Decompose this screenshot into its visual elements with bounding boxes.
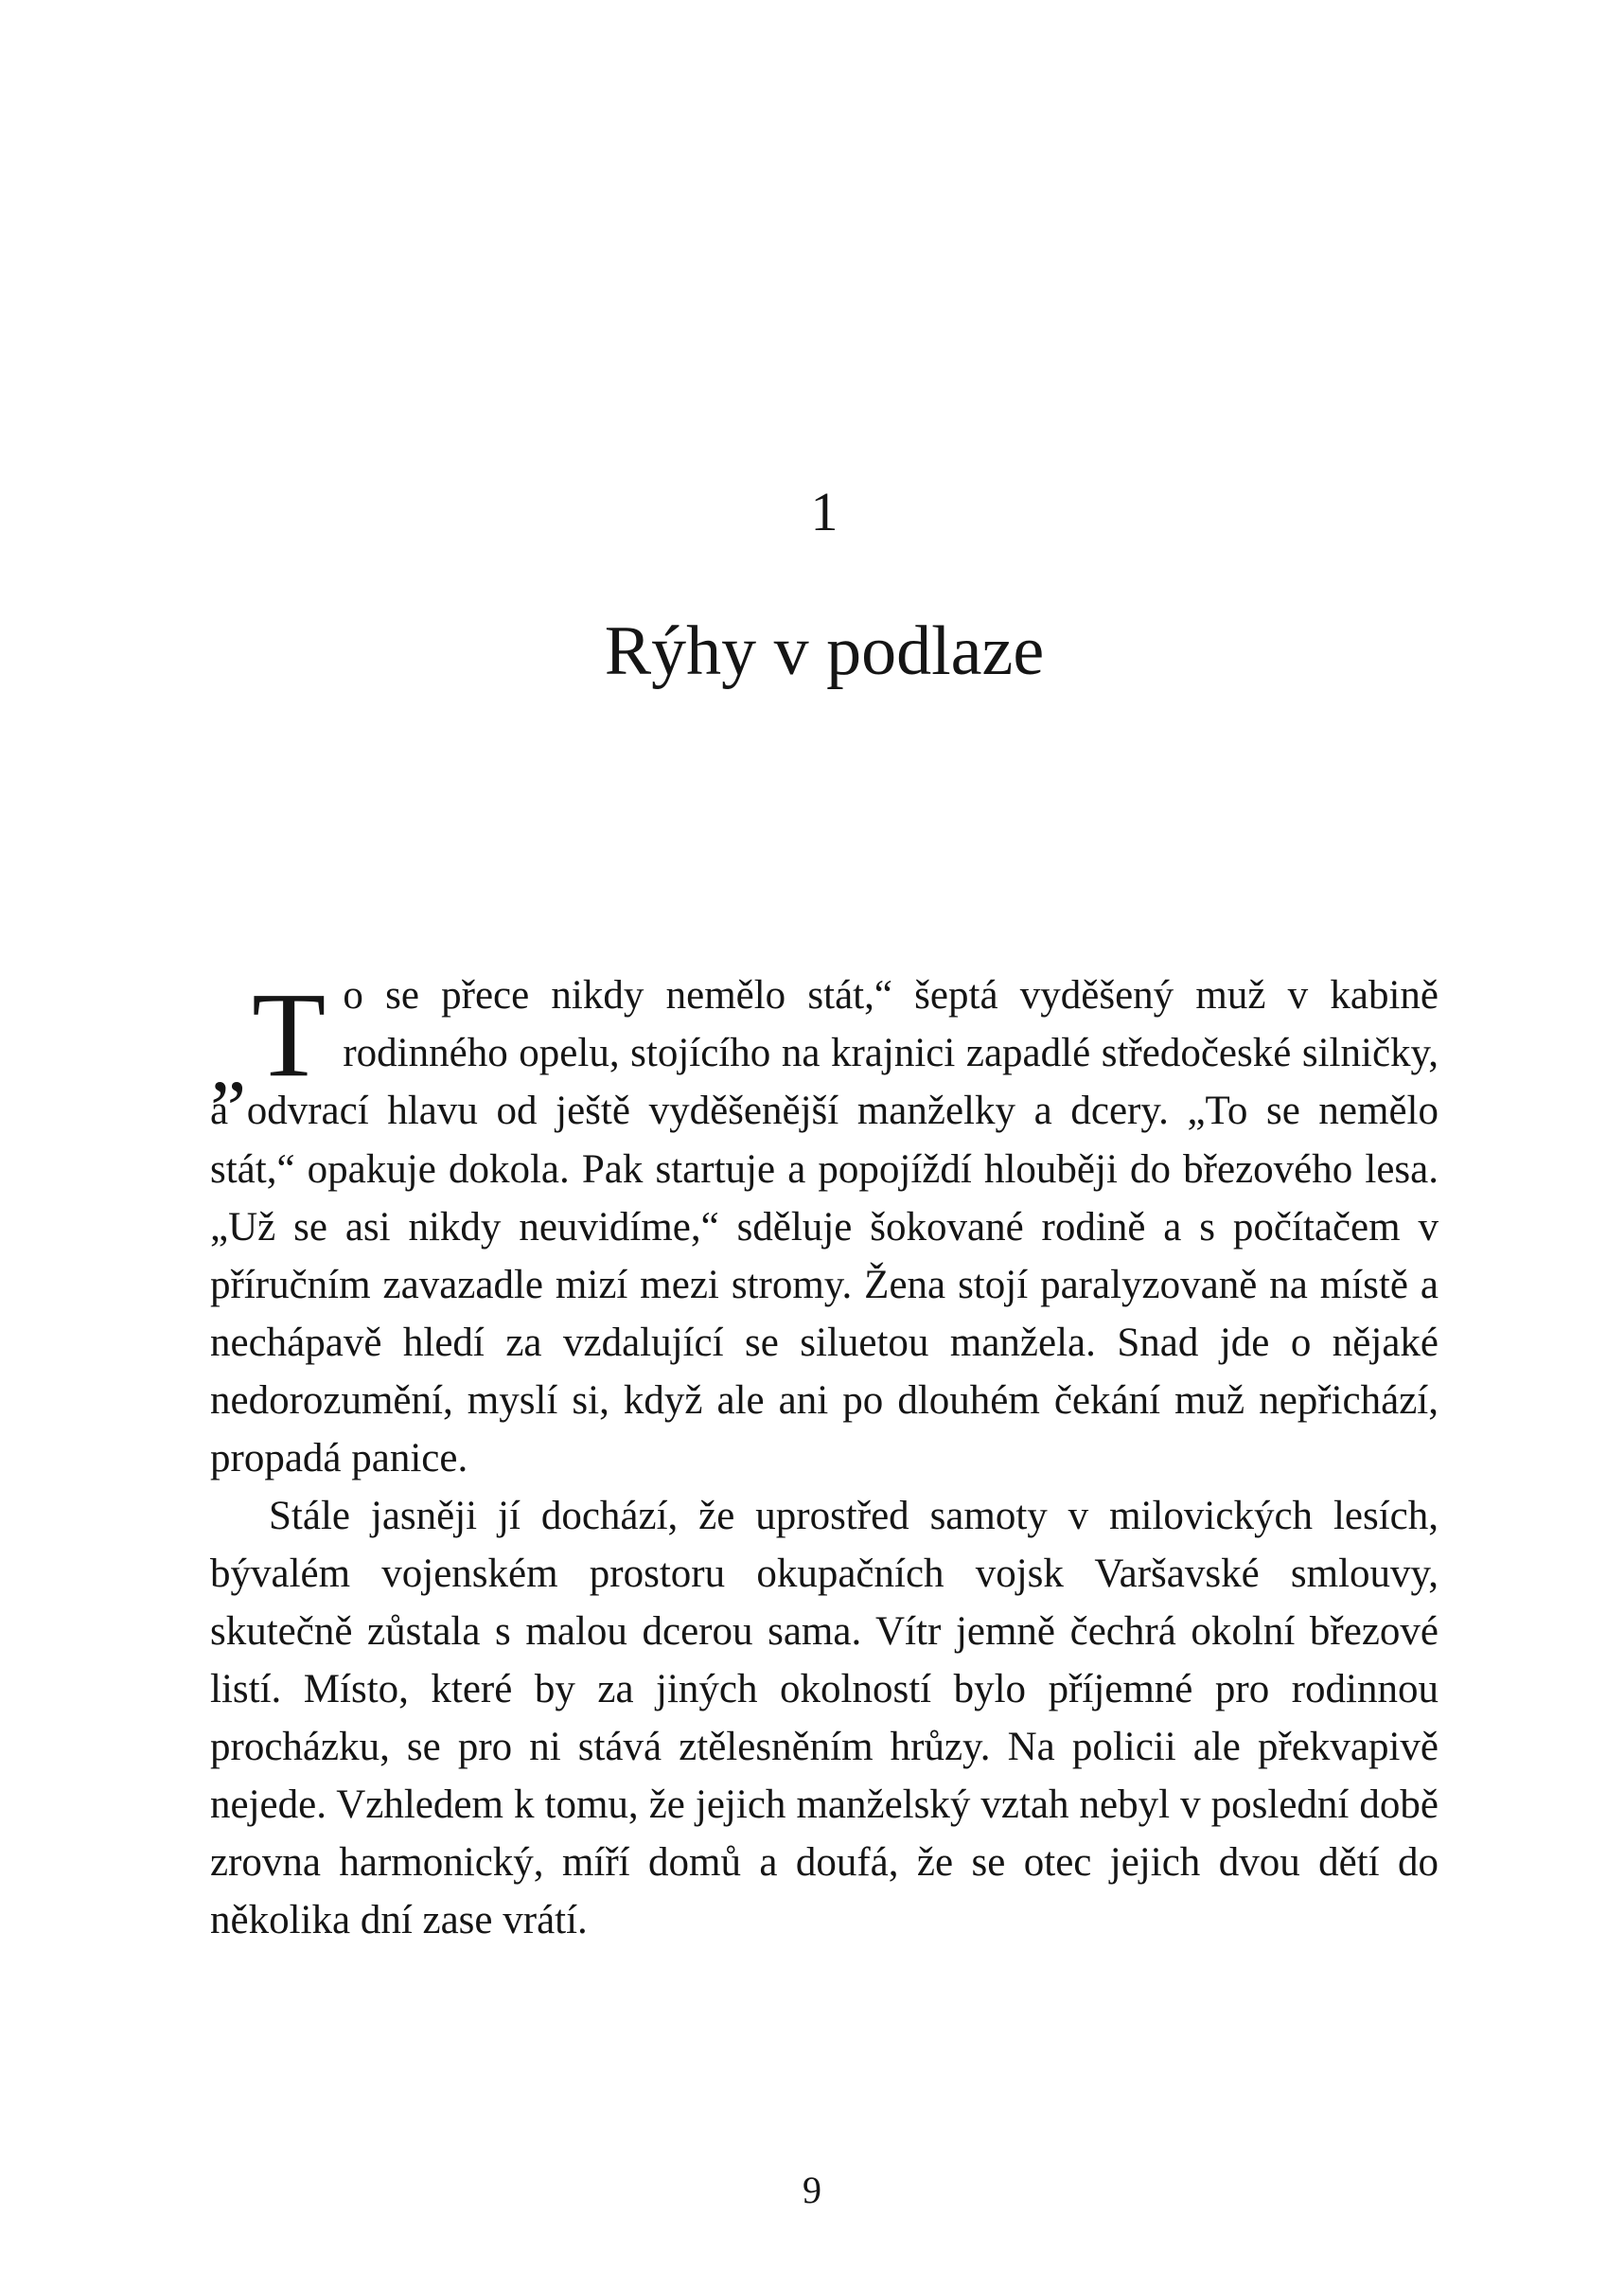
chapter-title: Rýhy v podlaze xyxy=(604,612,1045,690)
paragraph-second: Stále jasněji jí dochází, že uprostřed samoty v milovických lesích, bývalém vojenském prostoru okupačních vojsk Varšavské smlouvy, skutečně zůstala s malou dcerou sama. Vítr jemně čechrá okolní březové listí. Místo, které by za jiných okolností bylo příjemné pro rodinnou procházku, se pro ni stává ztělesněním hrůzy. Na policii ale překvapivě nejede. Vzhledem k tomu, že jejich manželský vztah nebyl v poslední době zrovna harmonický, míří domů a doufá, že se otec jejich dvou dětí do několika dní zase vrátí. xyxy=(210,1493,1439,1943)
paragraph-first-text: o se přece nikdy nemělo stát,“ šeptá vyděšený muž v kabině rodinného opelu, stojícího na krajnici zapadlé středočeské silničky, a odvrací hlavu od ještě vyděšenější manželky a dcery. „To se nemělo stát,“ opakuje dokola. Pak startuje a popojíždí hlouběji do březového lesa. „Už se asi nikdy neuvidíme,“ sděluje šokované rodině a s počítačem v příručním zavazadle mizí mezi stromy. Žena stojí paralyzovaně na místě a nechápavě hledí za vzdalující se siluetou manžela. Snad jde o nějaké nedorozumění, myslí si, když ale ani po dlouhém čekání muž nepřichází, propadá panice. xyxy=(210,973,1439,1480)
paragraph-first xyxy=(210,966,1439,1486)
page-number: 9 xyxy=(803,2169,821,2211)
dropcap-group xyxy=(210,967,327,1109)
opening-quote-mark: „ xyxy=(210,1018,247,1109)
chapter-number: 1 xyxy=(810,481,838,542)
dropcap-letter: T xyxy=(252,967,327,1103)
body-text xyxy=(210,966,1439,1949)
